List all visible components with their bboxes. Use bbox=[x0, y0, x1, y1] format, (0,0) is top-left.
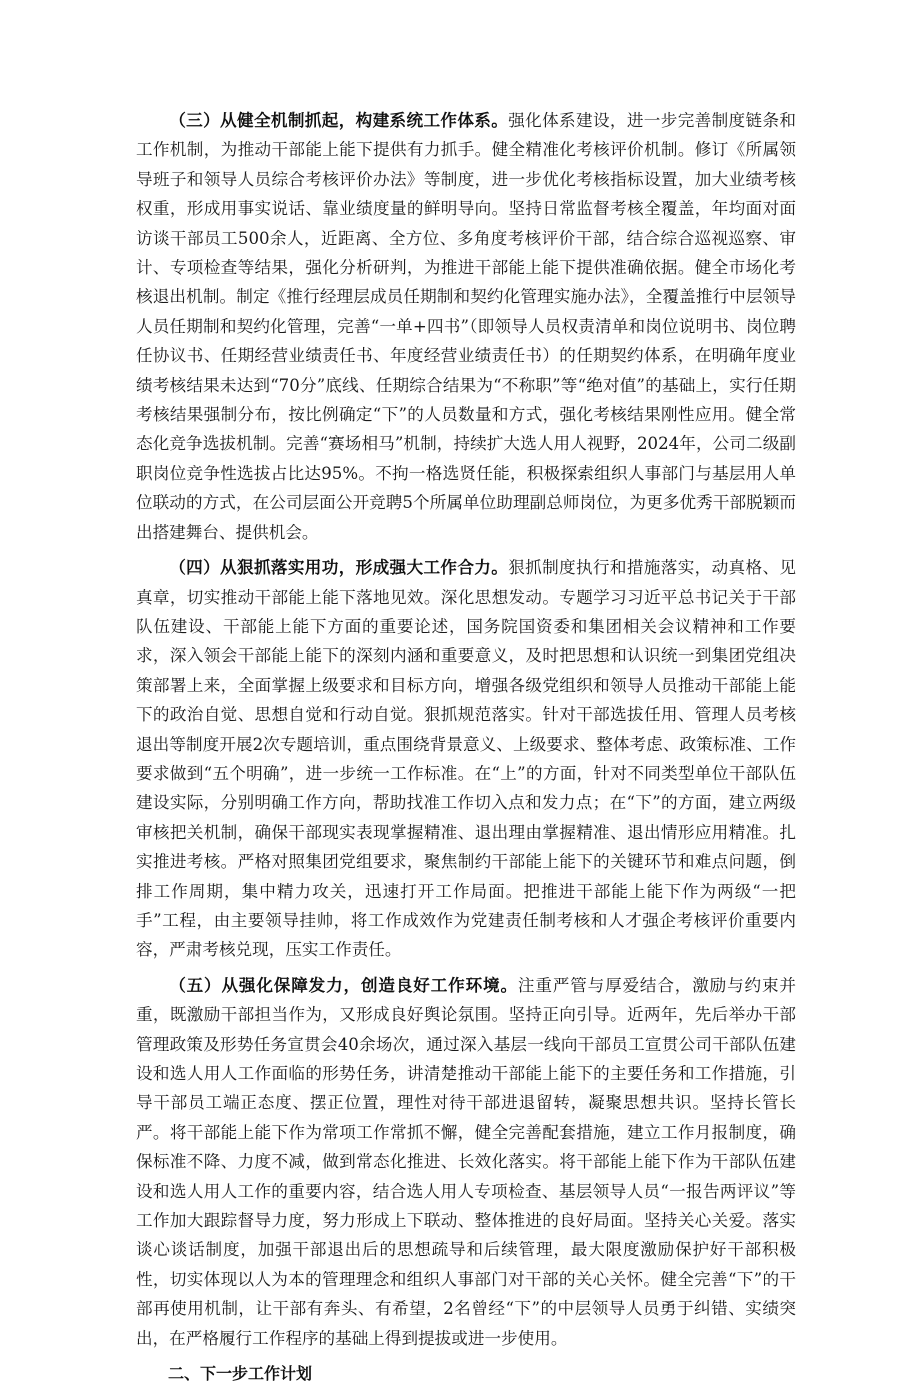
section-heading: 二、下一步工作计划 bbox=[168, 1364, 313, 1384]
paragraph-mechanism bbox=[136, 106, 796, 547]
paragraph-text: 注重严管与厚爱结合，激励与约束并重，既激励干部担当作为，又形成良好舆论氛围。坚持正向引导。近两年，先后举办干部管理政策及形势任务宣贯会40余场次，通过深入基层一线向干部员工宣贯公司干部队伍建设和选人用人工作面临的形势任务，讲清楚推动干部能上能下的主要任务和工作措施，引导干部员工端正态度、摆正位置，理性对待干部进退留转，凝聚思想共识。坚持长管长严。将干部能上能下作为常项工作常抓不懈，健全完善配套措施，建立工作月报制度，确保标准不降、力度不减，做到常态化推进、长效化落实。将干部能上能下作为干部队伍建设和选人用人工作的重要内容，结合选人用人专项检查、基层领导人员“一报告两评议”等工作加大跟踪督导力度，努力形成上下联动、整体推进的良好局面。坚持关心关爱。落实谈心谈话制度，加强干部退出后的思想疏导和后续管理，最大限度激励保护好干部积极性，切实体现以人为本的管理理念和组织人事部门对干部的关心关怀。健全完善“下”的干部再使用机制，让干部有奔头、有希望，2名曾经“下”的中层领导人员勇于纠错、实绩突出，在严格履行工作程序的基础上得到提拔或进一步使用。 bbox=[136, 975, 797, 1348]
paragraph-guarantee bbox=[136, 971, 796, 1353]
document-body bbox=[136, 106, 796, 1388]
paragraph-lead: （四）从狠抓落实用功，形成强大工作合力。 bbox=[169, 557, 509, 578]
paragraph-implementation bbox=[136, 553, 796, 965]
paragraph-text: 强化体系建设，进一步完善制度链条和工作机制，为推动干部能上能下提供有力抓手。健全精准化考核评价机制。修订《所属领导班子和领导人员综合考核评价办法》等制度，进一步优化考核指标设置，加大业绩考核权重，形成用事实说话、靠业绩度量的鲜明导向。坚持日常监督考核全覆盖，年均面对面访谈干部员工500余人，近距离、全方位、多角度考核评价干部，结合综合巡视巡察、审计、专项检查等结果，强化分析研判，为推进干部能上能下提供准确依据。健全市场化考核退出机制。制定《推行经理层成员任期制和契约化管理实施办法》，全覆盖推行中层领导人员任期制和契约化管理，完善“一单+四书”（即领导人员权责清单和岗位说明书、岗位聘任协议书、任期经营业绩责任书、年度经营业绩责任书）的任期契约体系，在明确年度业绩考核结果未达到“70分”底线、任期综合结果为“不称职”等“绝对值”的基础上，实行任期考核结果强制分布，按比例确定“下”的人员数量和方式，强化考核结果刚性应用。健全常态化竞争选拔机制。完善“赛场相马”机制，持续扩大选人用人视野，2024年，公司二级副职岗位竞争性选拔占比达95%。不拘一格选贤任能，积极探索组织人事部门与基层用人单位联动的方式，在公司层面公开竞聘5个所属单位助理副总师岗位，为更多优秀干部脱颖而出搭建舞台、提供机会。 bbox=[136, 111, 797, 542]
paragraph-lead: （五）从强化保障发力，创造良好工作环境。 bbox=[169, 974, 518, 995]
paragraph-text: 狠抓制度执行和措施落实，动真格、见真章，切实推动干部能上能下落地见效。深化思想发动。专题学习习近平总书记关于干部队伍建设、干部能上能下方面的重要论述，国务院国资委和集团相关会议精神和工作要求，深入领会干部能上能下的深刻内涵和重要意义，及时把思想和认识统一到集团党组决策部署上来，全面掌握上级要求和目标方向，增强各级党组织和领导人员推动干部能上能下的政治自觉、思想自觉和行动自觉。狠抓规范落实。针对干部选拔任用、管理人员考核退出等制度开展2次专题培训，重点围绕背景意义、上级要求、整体考虑、政策标准、工作要求做到“五个明确”，进一步统一工作标准。在“上”的方面，针对不同类型单位干部队伍建设实际，分别明确工作方向，帮助找准工作切入点和发力点；在“下”的方面，建立两级审核把关机制，确保干部现实表现掌握精准、退出理由掌握精准、退出情形应用精准。扎实推进考核。严格对照集团党组要求，聚焦制约干部能上能下的关键环节和难点问题，倒排工作周期，集中精力攻关，迅速打开工作局面。把推进干部能上能下作为两级“一把手”工程，由主要领导挂帅，将工作成效作为党建责任制考核和人才强企考核评价重要内容，严肃考核兑现，压实工作责任。 bbox=[136, 558, 797, 960]
paragraph-lead: （三）从健全机制抓起，构建系统工作体系。 bbox=[169, 110, 509, 130]
